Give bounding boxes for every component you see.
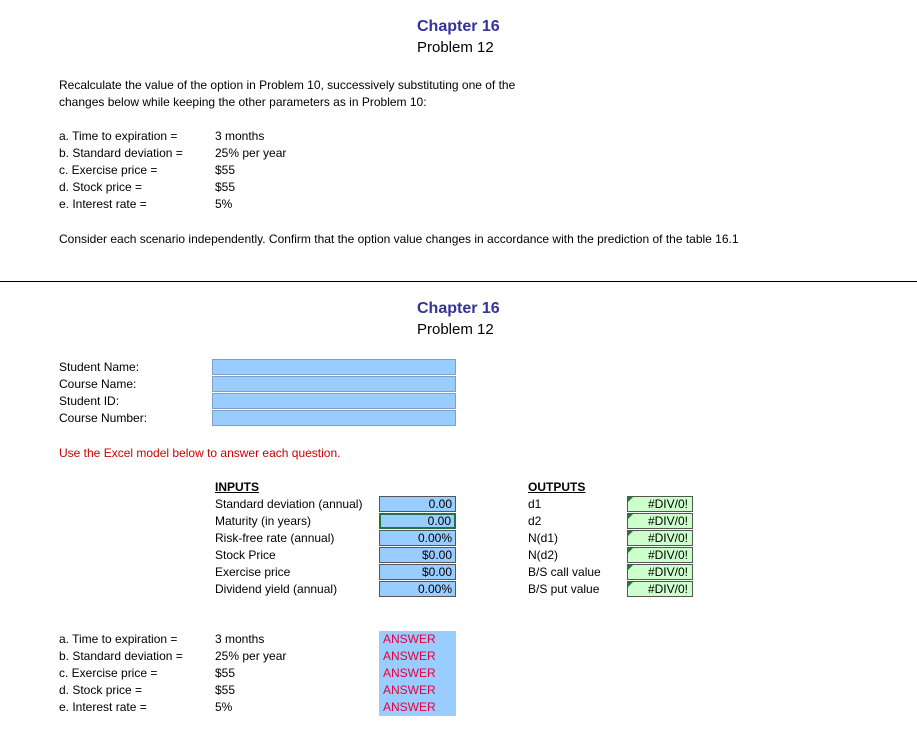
error-indicator-icon <box>628 548 633 553</box>
error-indicator-icon <box>628 514 633 519</box>
std-dev-input[interactable]: 0.00 <box>379 496 456 512</box>
input-label: Maturity (in years) <box>215 514 312 528</box>
output-label: N(d1) <box>528 531 559 545</box>
error-indicator-icon <box>628 565 633 570</box>
answer-scenario: 25% per year <box>215 649 287 663</box>
change-value: $55 <box>215 163 236 177</box>
error-indicator-icon <box>628 582 633 587</box>
outputs-heading: OUTPUTS <box>528 480 586 494</box>
d2-output[interactable]: #DIV/0! <box>627 513 693 529</box>
risk-free-input[interactable]: 0.00% <box>379 530 456 546</box>
change-value: 3 months <box>215 129 265 143</box>
answer-cell[interactable]: ANSWER <box>379 699 456 716</box>
intro-line-1: Recalculate the value of the option in Problem 10, successively substituting one of the <box>59 78 516 92</box>
change-label: d. Stock price = <box>59 180 143 194</box>
intro-line-2: changes below while keeping the other parameters as in Problem 10: <box>59 95 427 109</box>
answer-scenario: $55 <box>215 666 236 680</box>
d1-output[interactable]: #DIV/0! <box>627 496 693 512</box>
exercise-price-input[interactable]: $0.00 <box>379 564 456 580</box>
chapter-title: Chapter 16 <box>417 18 500 35</box>
inputs-heading: INPUTS <box>215 480 260 494</box>
answer-cell[interactable]: ANSWER <box>379 665 456 682</box>
section-divider <box>0 281 917 282</box>
change-value: 25% per year <box>215 146 287 160</box>
put-value-output[interactable]: #DIV/0! <box>627 581 693 597</box>
input-label: Stock Price <box>215 548 276 562</box>
course-name-label: Course Name: <box>59 377 137 391</box>
course-name-input[interactable] <box>212 376 456 392</box>
answer-cell[interactable]: ANSWER <box>379 682 456 699</box>
error-indicator-icon <box>628 497 633 502</box>
answer-label: d. Stock price = <box>59 683 143 697</box>
problem-title: Problem 12 <box>417 39 494 56</box>
input-label: Risk-free rate (annual) <box>215 531 335 545</box>
call-value-output[interactable]: #DIV/0! <box>627 564 693 580</box>
output-label: B/S call value <box>528 565 601 579</box>
nd2-output[interactable]: #DIV/0! <box>627 547 693 563</box>
nd1-output[interactable]: #DIV/0! <box>627 530 693 546</box>
change-label: c. Exercise price = <box>59 163 158 177</box>
answer-cell[interactable]: ANSWER <box>379 648 456 665</box>
dividend-yield-input[interactable]: 0.00% <box>379 581 456 597</box>
input-label: Dividend yield (annual) <box>215 582 338 596</box>
student-id-input[interactable] <box>212 393 456 409</box>
course-number-input[interactable] <box>212 410 456 426</box>
consider-text: Consider each scenario independently. Confirm that the option value changes in accordance with the prediction of the table 16.1 <box>59 232 739 246</box>
maturity-input[interactable]: 0.00 <box>379 513 456 529</box>
change-label: e. Interest rate = <box>59 197 147 211</box>
answer-label: b. Standard deviation = <box>59 649 183 663</box>
chapter-title-2: Chapter 16 <box>417 300 500 317</box>
course-number-label: Course Number: <box>59 411 148 425</box>
answer-label: a. Time to expiration = <box>59 632 178 646</box>
answer-scenario: 3 months <box>215 632 265 646</box>
problem-title-2: Problem 12 <box>417 321 494 338</box>
answer-cell[interactable]: ANSWER <box>379 631 456 648</box>
error-indicator-icon <box>628 531 633 536</box>
change-label: a. Time to expiration = <box>59 129 178 143</box>
output-label: d1 <box>528 497 542 511</box>
input-label: Exercise price <box>215 565 291 579</box>
output-label: N(d2) <box>528 548 559 562</box>
change-value: $55 <box>215 180 236 194</box>
student-id-label: Student ID: <box>59 394 120 408</box>
change-label: b. Standard deviation = <box>59 146 183 160</box>
answer-label: e. Interest rate = <box>59 700 147 714</box>
output-label: B/S put value <box>528 582 600 596</box>
answer-scenario: 5% <box>215 700 233 714</box>
student-name-label: Student Name: <box>59 360 140 374</box>
answer-label: c. Exercise price = <box>59 666 158 680</box>
output-label: d2 <box>528 514 542 528</box>
instruction-text: Use the Excel model below to answer each question. <box>59 446 341 460</box>
change-value: 5% <box>215 197 233 211</box>
student-name-input[interactable] <box>212 359 456 375</box>
stock-price-input[interactable]: $0.00 <box>379 547 456 563</box>
input-label: Standard deviation (annual) <box>215 497 363 511</box>
answer-scenario: $55 <box>215 683 236 697</box>
